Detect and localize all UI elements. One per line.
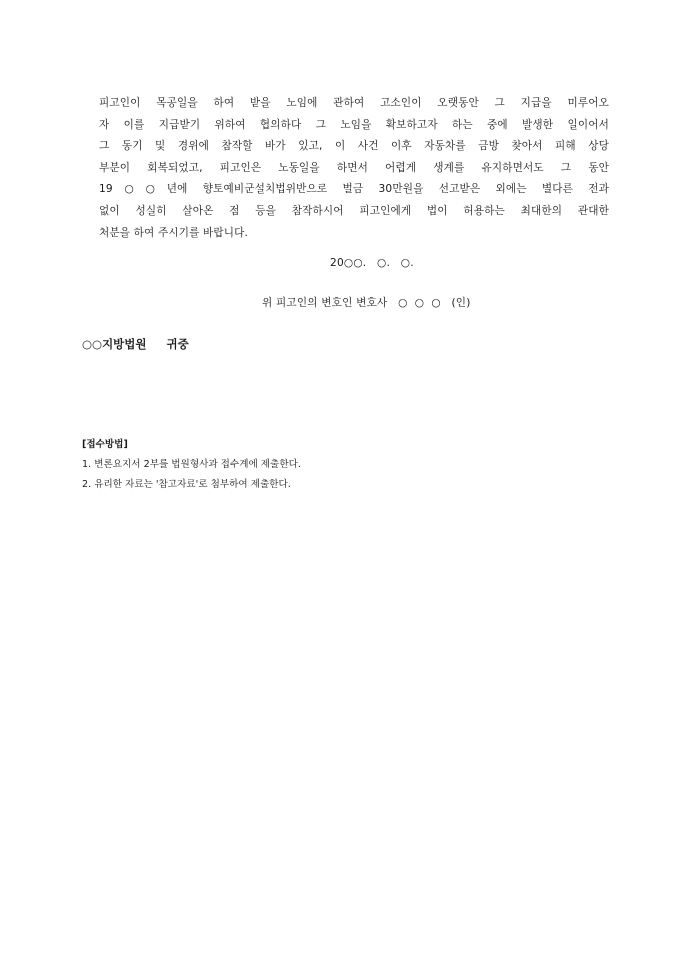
paragraph-line: 19○○년에 향토예비군설치법위반으로 벌금 30만원을 선고받은 외에는 별다른 전과 — [99, 183, 609, 196]
paragraph-line: 부분이 회복되었고, 피고인은 노동일을 하면서 어렵게 생계를 유지하면서도 그 동안 — [99, 161, 609, 174]
defense-argument-paragraph — [99, 93, 609, 244]
paragraph-line: 없이 성실히 살아온 점 등을 참작하시어 피고인에게 법이 허용하는 최대한의 관대한 — [99, 204, 609, 217]
notes-title: [접수방법] — [82, 439, 128, 450]
note-item: 1. 변론요지서 2부를 법원형사과 접수계에 제출한다. — [82, 459, 301, 470]
paragraph-line: 자 이를 지급받기 위하여 협의하다 그 노임을 확보하고자 하는 중에 발생한 일이어서 — [99, 118, 609, 131]
note-item: 2. 유리한 자료는 '참고자료'로 첨부하여 제출한다. — [82, 479, 291, 490]
submission-notes — [82, 435, 301, 495]
document-date: 20○○. ○. ○. — [330, 257, 414, 269]
paragraph-line: 그 동기 및 경위에 참작할 바가 있고, 이 사건 이후 자동차를 금방 찾아서 피해 상당 — [99, 140, 609, 153]
paragraph-line: 처분을 하여 주시기를 바랍니다. — [99, 226, 249, 239]
paragraph-line: 피고인이 목공일을 하여 받을 노임에 관하여 고소인이 오랫동안 그 지급을 미루어오 — [99, 97, 609, 109]
court-addressee: ○○지방법원 귀중 — [82, 337, 189, 351]
signature-line: 위 피고인의 변호인 변호사 ○ ○ ○ (인) — [262, 297, 471, 309]
